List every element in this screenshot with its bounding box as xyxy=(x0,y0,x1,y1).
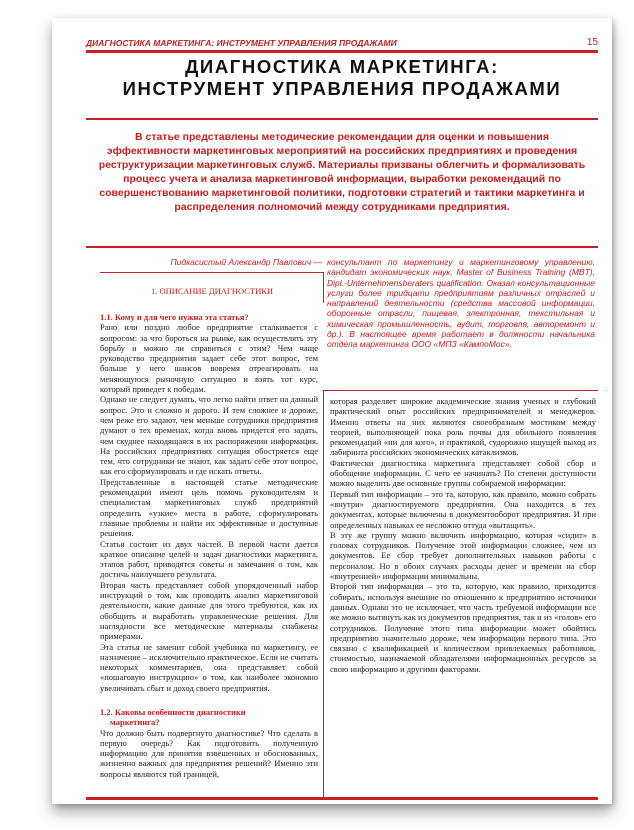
journal-page xyxy=(52,18,612,804)
title-rule xyxy=(86,118,598,120)
page-number: 15 xyxy=(586,37,598,48)
paragraph: В эту же группу можно включить информацию, которая «сидит» в головах сотрудников. Получение этой информации сложнее, чем из документов. Ее сбор требует дополнительных навыков работы с персоналом. Но в обоих случаях расходы денег и времени на сбор «внутренней» информации минимальны. xyxy=(330,529,596,582)
paragraph: Рано или поздно любое предприятие сталкивается с вопросом: за что бороться на рынке, как осуществлять эту борьбу и можно ли справиться с этим? Чем чаще руководство предприятия задает себе этот вопрос, тем больше у него шансов вовремя отреагировать на меняющуюся рыночную ситуацию и взять тот курс, который приведет к победам. xyxy=(100,322,318,395)
article-title-line-2: ИНСТРУМЕНТ УПРАВЛЕНИЯ ПРОДАЖАМИ xyxy=(122,78,562,99)
author-name: Пидкасистый Александр Павлович — xyxy=(170,257,322,267)
paragraph: Эта статья не заменит собой учебника по маркетингу, ее назначение – исключительно практическое. Если не считать некоторых комментариев, она представляет собой «пошаговую инструкцию» о том, как наиболее экономно увеличивать сбыт и доход своего предприятия. xyxy=(100,641,318,693)
paragraph: Что должно быть подвергнуто диагностике? Что сделать в первую очередь? Как подготовить полученную информацию для принятия взвешенных и обоснованных, жизненно важных для предприятия решений? Именно эти вопросы являются той границей, xyxy=(100,727,318,779)
paragraph: Представленные в настоящей статье методические рекомендации имеют цель помочь руководителям и специалистам маркетинговых служб предприятий определить «узкие» места в работе, сформулировать главные проблемы и найти их эффективные и доступные решения. xyxy=(100,476,318,539)
paragraph: Второй тип информации – это та, которую, как правило, приходится собирать, используя внешние по отношению к предприятию источники данных. Однако это не исключает, что часть требуемой информации все же можно вытянуть как из документов предприятия, так и из «голов» его сотрудников. Получение этого типа информации может обойтись предприятию значительно дороже, чем информации первого типа. Это связано с квалификацией и количеством привлекаемых работников, стоимостью, назначаемой обладателями информационных ресурсов за свою информацию и другими факторами. xyxy=(330,581,596,674)
running-title: ДИАГНОСТИКА МАРКЕТИНГА: ИНСТРУМЕНТ УПРАВЛЕНИЯ ПРОДАЖАМИ xyxy=(86,38,397,48)
article-title-line-1: ДИАГНОСТИКА МАРКЕТИНГА: xyxy=(185,56,499,77)
spacer xyxy=(100,693,318,701)
paragraph: Вторая часть представляет собой упорядоченный набор инструкций о том, как проводить анализ маркетинговой деятельности, какие данные для этого требуются, как их обобщить и выработать управленческие решения. Для наглядности все методические материалы снабжены примерами. xyxy=(100,579,318,642)
paragraph: Первый тип информации – это та, которую, как правило, можно собрать «внутри» диагностируемого предприятия. Она находится в тех документах, которые включены в документооборот предприятия. И при определенных навыках ее несложно оттуда «вытащить». xyxy=(330,488,596,530)
abstract-rule xyxy=(86,246,598,248)
left-column xyxy=(100,306,318,779)
paragraph: Однако не следует думать, что легко найти ответ на данный вопрос. Это и сложно и дорого. И тем сложнее и дороже, чем реже его задают, чем меньше сотрудники предприятия думают о тех временах, когда вновь придется его задать, чем скуднее находящаяся в их распоряжении информация. На российских предприятиях ситуация обостряется еще тем, что сотрудники не знают, как задать себе этот вопрос, как его сформулировать и где искать ответы. xyxy=(100,394,318,477)
top-rule xyxy=(86,50,598,53)
subheading-1-1: 1.1. Кому и для чего нужна эта статья? xyxy=(100,312,249,322)
subheading-1-2: 1.2. Каковы особенности диагностики xyxy=(100,706,246,717)
column-divider-vertical xyxy=(323,390,324,797)
section-title: 1. ОПИСАНИЕ ДИАГНОСТИКИ xyxy=(150,286,274,296)
article-title xyxy=(86,56,598,100)
bottom-rule xyxy=(86,797,598,800)
abstract: В статье представлены методические рекомендации для оценки и повышения эффективности маркетинговых мероприятий на российских предприятиях и проведения реструктуризации маркетинговых служб. Материалы призваны облегчить и формализовать процесс учета и анализа маркетинговой информации, выработки рекомендаций по совершенствованию маркетинговой политики, подготовки стратегий и тактики маркетинга и распределения полномочий между сотрудниками предприятия. xyxy=(98,131,586,213)
subheading-1-2-cont: маркетинга? xyxy=(110,717,160,728)
author-bio: консультант по маркетингу и маркетинговому управлению, кандидат экономических наук, Master of Business Training (MBT), Dipl.-Unternehmensberaters qualification. Оказал консультационные услуги более тридцати предприятиям различных отраслей и направлений деятельности (средства массовой информации, оборонные отрасли, пищевая, электронная, текстильная и химическая промышленность, аудит, торговля, авторемонт и др.). В настоящее время работает в должности начальника отдела маркетинга ООО «МПЗ «КампоМос». xyxy=(327,257,595,350)
right-column xyxy=(330,396,596,674)
paragraph: которая разделяет широкие академические знания ученых и глубокий практический опыт российских предпринимателей и менеджеров. Именно ответы на них являются своеобразным мостиком между теорией, выполняющей пока роль почвы для обильного появления рекомендаций «ни для кого», и практикой, судорожно ищущей выход из лабиринта российских экономических катаклизмов. xyxy=(330,396,596,458)
column-divider-horizontal xyxy=(323,390,598,391)
paragraph: Фактически диагностика маркетинга представляет собой сбор и обобщение информации. С чего ее начинать? По степени доступности можно выделить две основные группы собираемой информации: xyxy=(330,457,596,489)
paragraph: Статья состоит из двух частей. В первой части дается краткое описание целей и задач диагностики маркетинга, этапов работ, приводятся советы и замечания о том, как достичь наилучшего результата. xyxy=(100,538,318,580)
